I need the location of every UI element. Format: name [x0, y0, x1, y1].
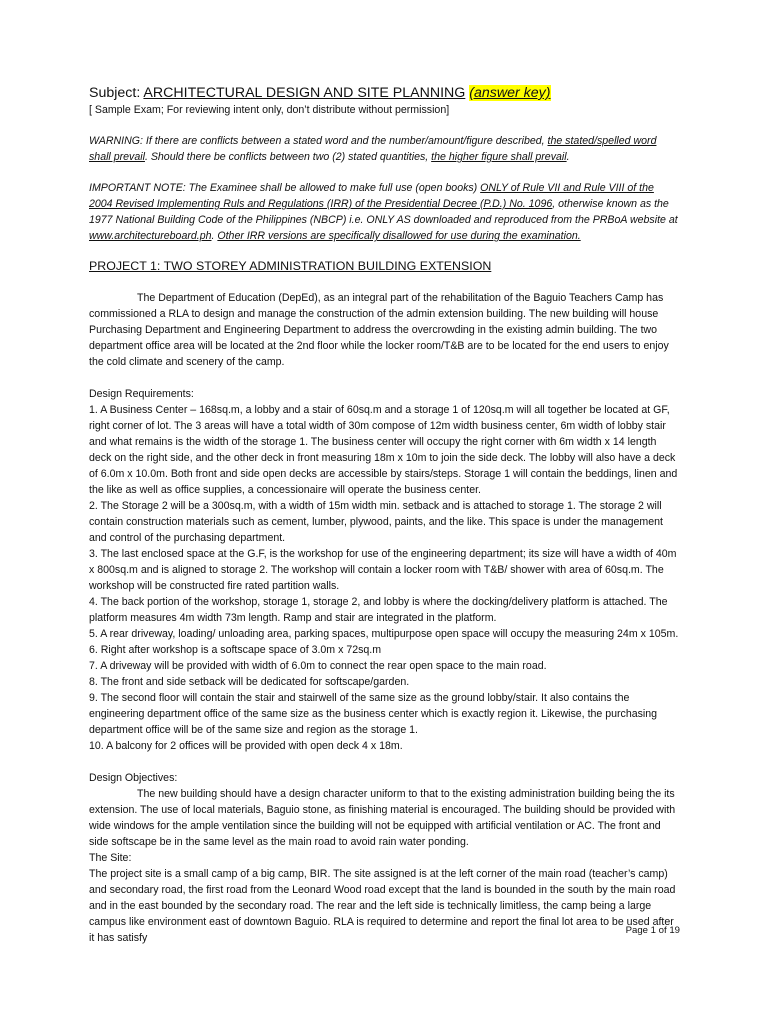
requirement-item: 7. A driveway will be provided with width of 6.0m to connect the rear open space to the main road.: [89, 660, 547, 672]
important-underline-3: Other IRR versions are specifically disallowed for use during the examination.: [217, 230, 581, 242]
site-heading: The Site:: [89, 852, 132, 864]
requirement-item: 1. A Business Center – 168sq.m, a lobby and a stair of 60sq.m and a storage 1 of 120sq.m will all together be located at GF, right corner of lot. The 3 areas will have a total width of 30m compose of 12m width business center, 6m width of lobby stair and what remains is the width of the storage 1. The business center will occupy the right corner with 6m width x 14 length deck on the right side, and the other deck in front measuring 18m x 10m to join the side deck. The lobby will also have a deck of 6.0m x 10.0m. Both front and side open decks are accessible by stairs/steps. Storage 1 will contain the beddings, linen and the like as well as office supplies, a concessionaire will operate the business center.: [89, 404, 678, 496]
important-text-3: .: [211, 230, 218, 242]
design-objectives-heading: Design Objectives:: [89, 772, 178, 784]
warning-text-3: .: [566, 151, 570, 163]
answer-key-highlight: (answer key): [469, 85, 551, 101]
page-number: Page 1 of 19: [625, 925, 680, 936]
warning-text-1: WARNING: If there are conflicts between a stated word and the number/amount/figure described,: [89, 135, 548, 147]
requirement-item: 3. The last enclosed space at the G.F, is the workshop for use of the engineering department; its size will have a width of 40m x 800sq.m and is aligned to storage 2. The workshop will contain a locker room with T&B/ shower with area of 60sq.m. The workshop will be constructed fire rated partition walls.: [89, 548, 677, 592]
important-text-1: IMPORTANT NOTE: The Examinee shall be allowed to make full use (open books): [89, 182, 481, 194]
sample-exam-note: [ Sample Exam; For reviewing intent only, don’t distribute without permission]: [89, 104, 450, 116]
intro-paragraph: The Department of Education (DepEd), as an integral part of the rehabilitation of the Baguio Teachers Camp has commissioned a RLA to design and manage the construction of the admin extension building. The new building will house Purchasing Department and Engineering Department to address the overcrowding in the existing admin building. The two department office area will be located at the 2nd floor while the locker room/T&B are to be located for the end users to enjoy the cold climate and scenery of the camp.: [89, 292, 669, 368]
prboa-website-link[interactable]: www.architectureboard.ph: [89, 230, 212, 242]
subject-prefix: Subject:: [89, 85, 144, 101]
design-objectives-text: The new building should have a design character uniform to that to the existing administration building being the its extension. The use of local materials, Baguio stone, as finishing material is encouraged. The building should be provided with wide windows for the ample ventilation since the building will not be equipped with artificial ventilation or AC. The front and side softscape be in the same level as the main road to avoid rain water ponding.: [89, 788, 676, 848]
requirement-item: 2. The Storage 2 will be a 300sq.m, with a width of 15m width min. setback and is attached to storage 1. The storage 2 will contain construction materials such as cement, lumber, plywood, paints, and the like. This space is under the management and control of the purchasing department.: [89, 500, 663, 544]
site-text: The project site is a small camp of a big camp, BIR. The site assigned is at the left corner of the main road (teacher’s camp) and secondary road, the first road from the Leonard Wood road except that the land is bounded in the south by the main road and in the east bounded by the secondary road. The rear and the left side is technically limitless, the camp being a large campus like environment east of downtown Baguio. RLA is required to determine and report the final lot area to be used after it has satisfy: [89, 868, 676, 944]
important-text-2: , otherwise known as the 1977 National Building Code of the Philippines (NBCP) i.e. ONLY AS downloaded and reproduced from the PRBoA website at: [89, 198, 678, 226]
requirement-item: 10. A balcony for 2 offices will be provided with open deck 4 x 18m.: [89, 740, 403, 752]
requirement-item: 9. The second floor will contain the stair and stairwell of the same size as the ground lobby/stair. It also contains the engineering department office of the same size as the business center which is exactly region it. Likewise, the purchasing department office will be of the same size and region as the storage 1.: [89, 692, 658, 736]
warning-text-2: . Should there be conflicts between two (2) stated quantities,: [144, 151, 432, 163]
subject-title: ARCHITECTURAL DESIGN AND SITE PLANNING: [143, 85, 466, 101]
important-underline-1: ONLY of Rule VII and Rule VIII of the 2004 Revised Implementing Ruls and Regulations (IRR) of the Presidential Decree (P.D.) No. 1096: [89, 182, 654, 210]
project-title: PROJECT 1: TWO STOREY ADMINISTRATION BUILDING EXTENSION: [89, 259, 492, 273]
warning-paragraph: [89, 133, 680, 165]
requirement-item: 4. The back portion of the workshop, storage 1, storage 2, and lobby is where the docking/delivery platform is attached. The platform measures 4m width 73m length. Ramp and stair are integrated in the platform.: [89, 596, 668, 624]
requirement-item: 6. Right after workshop is a softscape space of 3.0m x 72sq.m: [89, 644, 382, 656]
design-requirements-heading: Design Requirements:: [89, 388, 194, 400]
warning-underline-1: the stated/spelled word shall prevail: [89, 135, 657, 163]
warning-underline-2: the higher figure shall prevail: [431, 151, 567, 163]
subject-line: [89, 84, 680, 102]
important-note-paragraph: [89, 180, 680, 244]
requirement-item: 5. A rear driveway, loading/ unloading area, parking spaces, multipurpose open space will occupy the measuring 24m x 105m.: [89, 628, 679, 640]
requirement-item: 8. The front and side setback will be dedicated for softscape/garden.: [89, 676, 410, 688]
